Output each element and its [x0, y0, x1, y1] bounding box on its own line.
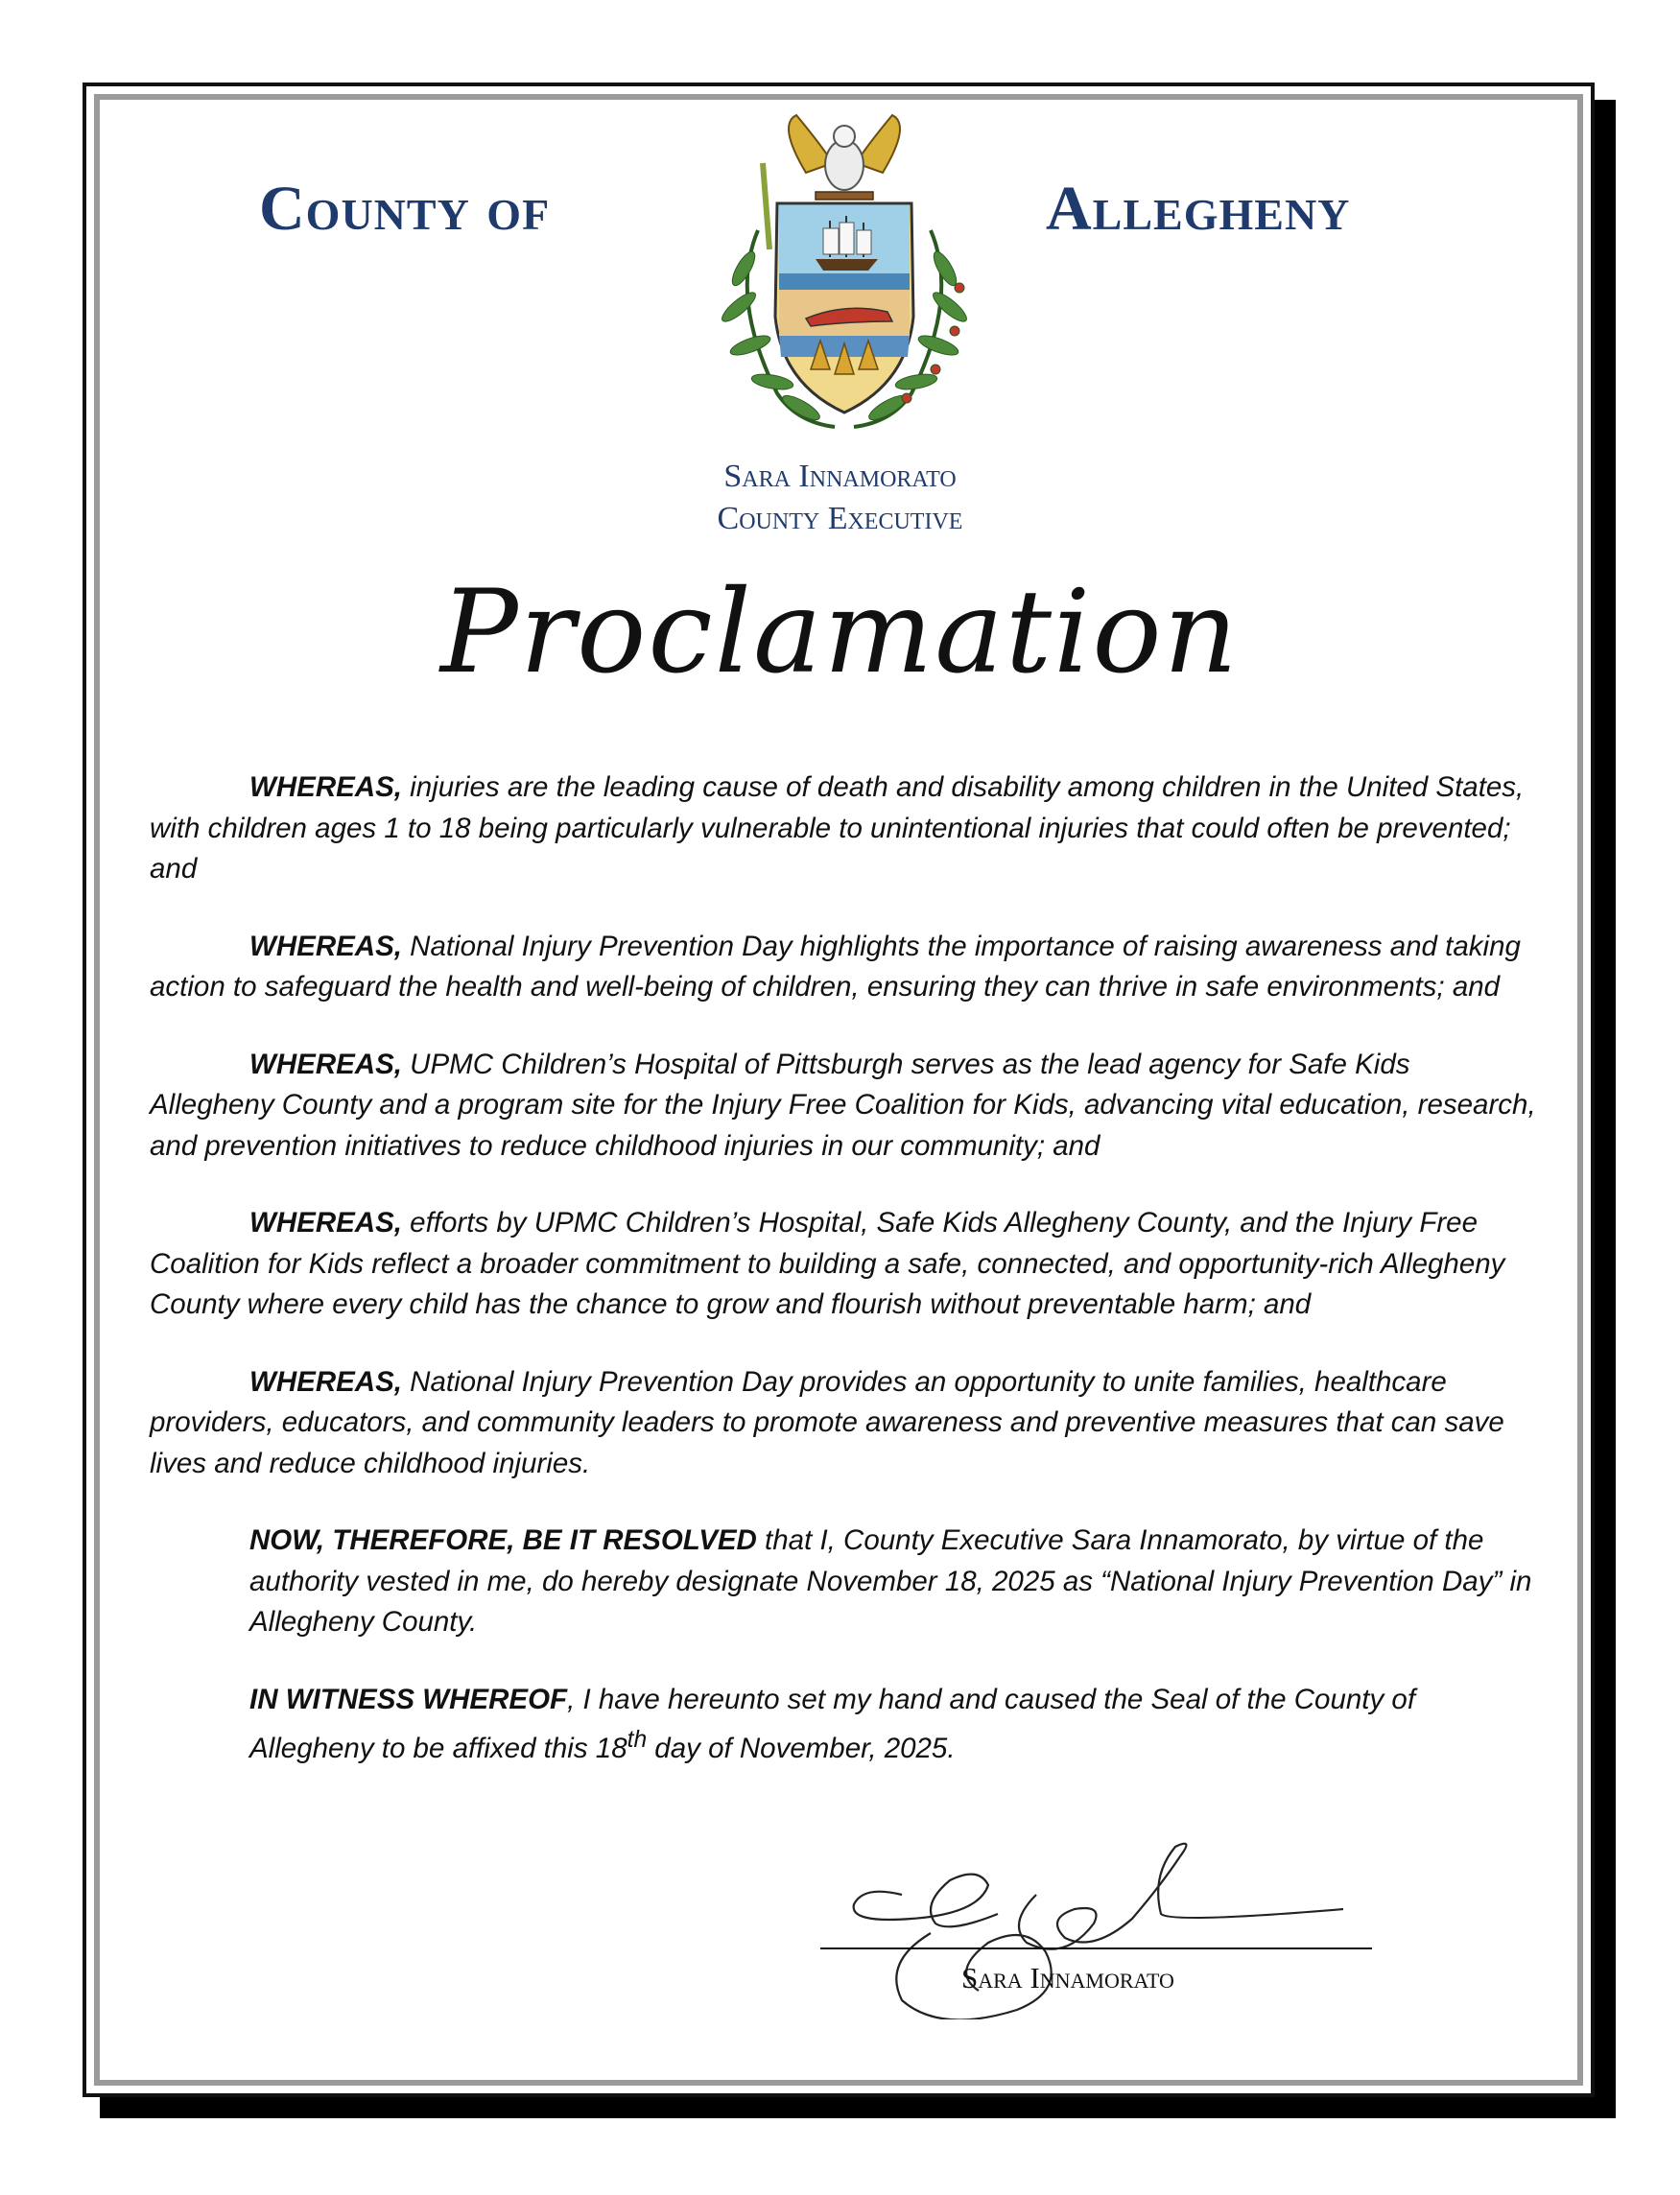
- witness-lead: IN WITNESS WHEREOF: [249, 1683, 568, 1715]
- whereas-text: National Injury Prevention Day provides an opportunity to unite families, healthcare providers, educators, and community leaders to promote awareness and preventive measures that can save lives and reduce childhood injuries.: [150, 1365, 1504, 1479]
- executive-name: Sara Innamorato: [723, 459, 957, 494]
- witness-ordinal-suffix: th: [627, 1727, 648, 1753]
- whereas-paragraph-1: [150, 767, 1541, 890]
- header-county-of: County of: [259, 174, 551, 244]
- whereas-lead: WHEREAS,: [249, 1207, 402, 1239]
- witness-text-before: , I have hereunto set my hand and caused the Seal of the County of Allegheny to be affixed this 18: [249, 1683, 1416, 1764]
- signatory-name: Sara Innamorato: [961, 1961, 1174, 1994]
- whereas-lead: WHEREAS,: [249, 930, 402, 962]
- whereas-text: injuries are the leading cause of death and disability among children in the United States, with children ages 1 to 18 being particularly vulnerable to unintentional injuries that could often be prevented; and: [150, 771, 1525, 885]
- executive-title: County Executive: [717, 501, 963, 536]
- resolution-lead: NOW, THEREFORE, BE IT RESOLVED: [249, 1524, 757, 1556]
- whereas-paragraph-4: [150, 1203, 1541, 1326]
- whereas-text: UPMC Children’s Hospital of Pittsburgh serves as the lead agency for Safe Kids Allegheny County and a program site for the Injury Free Coalition for Kids, advancing vital education, research, and prevention initiatives to reduce childhood injuries in our community; and: [150, 1048, 1536, 1162]
- whereas-lead: WHEREAS,: [249, 771, 402, 803]
- header-allegheny: Allegheny: [1046, 174, 1351, 244]
- county-seal-icon: [662, 106, 1027, 451]
- witness-text-after: day of November, 2025.: [647, 1732, 956, 1764]
- whereas-text: efforts by UPMC Children’s Hospital, Safe Kids Allegheny County, and the Injury Free Coalition for Kids reflect a broader commitment to building a safe, connected, and opportunity-rich Allegheny County where every child has the chance to grow and flourish without preventable harm; and: [150, 1207, 1505, 1320]
- signature-line: [820, 1947, 1372, 1949]
- whereas-text: National Injury Prevention Day highlights the importance of raising awareness and taking action to safeguard the health and well-being of children, ensuring they can thrive in safe environments; and: [150, 930, 1521, 1003]
- whereas-paragraph-2: [150, 927, 1541, 1008]
- whereas-lead: WHEREAS,: [249, 1048, 402, 1080]
- witness-paragraph: [249, 1680, 1541, 1770]
- whereas-lead: WHEREAS,: [249, 1365, 402, 1398]
- whereas-paragraph-5: [150, 1362, 1541, 1485]
- whereas-paragraph-3: [150, 1045, 1541, 1168]
- document-title: Proclamation: [440, 566, 1240, 699]
- resolution-paragraph: [249, 1521, 1541, 1643]
- resolution-text: that I, County Executive Sara Innamorato, by virtue of the authority vested in me, do hereby designate November 18, 2025 as “National Injury Prevention Day” in Allegheny County.: [249, 1524, 1532, 1638]
- proclamation-body: [150, 767, 1541, 1806]
